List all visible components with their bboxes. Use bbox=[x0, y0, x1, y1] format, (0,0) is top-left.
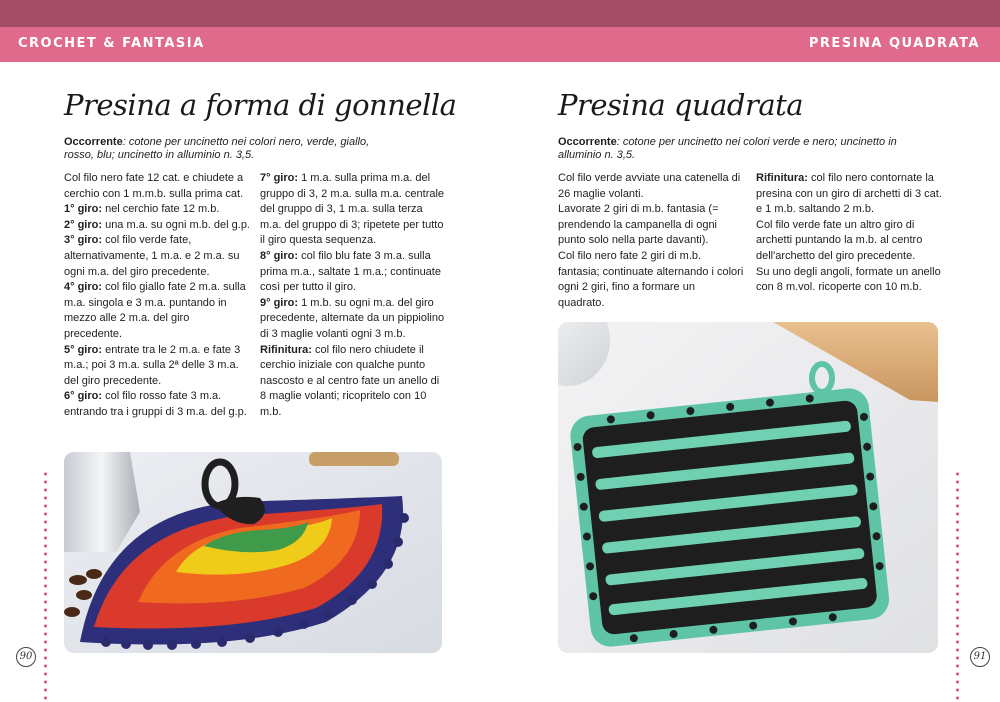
occorrente-text: : cotone per uncinetto nei colori nero, verde, giallo, rosso, blu; uncinetto in alluminio n. 3,5. bbox=[64, 136, 370, 161]
occorrente-label: Occorrente bbox=[558, 136, 617, 148]
instruction-label: Rifinitura: bbox=[260, 343, 312, 356]
instruction-text: Col filo nero fate 12 cat. e chiudete a cerchio con 1 m.m.b. sulla prima cat. bbox=[64, 172, 244, 200]
instruction-text: col filo giallo fate 2 m.a. sulla m.a. singola e 3 m.a. puntando in mezzo alle 2 m.a. del giro precedente. bbox=[64, 281, 246, 340]
top-band bbox=[0, 0, 1000, 27]
left-occorrente bbox=[64, 136, 394, 162]
instruction-paragraph bbox=[558, 202, 744, 249]
instruction-text: Su uno degli angoli, formate un anello con 8 m.vol. ricoperte con 10 m.b. bbox=[756, 265, 941, 294]
instruction-label: Rifinitura: bbox=[756, 172, 808, 184]
instruction-paragraph bbox=[756, 171, 942, 218]
instruction-text: una m.a. su ogni m.b. del g.p. bbox=[102, 218, 250, 231]
instruction-text: col filo nero contornate la presina con un giro di archetti di 3 cat. e 1 m.b. saltando 2 m.b. bbox=[756, 172, 942, 216]
right-column-2 bbox=[756, 171, 942, 296]
instruction-paragraph bbox=[260, 296, 446, 343]
right-occorrente bbox=[558, 136, 938, 162]
instruction-label: 7° giro: bbox=[260, 172, 299, 184]
instruction-paragraph bbox=[756, 265, 942, 296]
instruction-label: 9° giro: bbox=[260, 296, 299, 309]
left-column-1 bbox=[64, 171, 250, 421]
square-potholder-photo bbox=[558, 322, 938, 653]
instruction-text: Col filo verde avviate una catenella di 26 maglie volanti. bbox=[558, 172, 741, 200]
instruction-text: col filo blu fate 3 m.a. sulla prima m.a., saltate 1 m.a.; continuate così per tutto il giro. bbox=[260, 249, 441, 294]
skirt-potholder-photo bbox=[64, 452, 442, 653]
instruction-text: col filo rosso fate 3 m.a. entrando tra i gruppi di 3 m.a. del g.p. bbox=[64, 390, 247, 418]
header-bar bbox=[0, 27, 1000, 62]
right-page-title: Presina quadrata bbox=[558, 88, 804, 122]
instruction-paragraph bbox=[64, 389, 250, 420]
instruction-paragraph bbox=[260, 343, 446, 421]
instruction-label: 1° giro: bbox=[64, 203, 103, 216]
dotted-border-right bbox=[956, 470, 959, 702]
instruction-paragraph bbox=[64, 343, 250, 390]
instruction-text: Col filo verde fate un altro giro di archetti puntando la m.b. al centro dell'archetto del giro precedente. bbox=[756, 218, 923, 262]
instruction-text: 1 m.b. su ogni m.a. del giro precedente, alternate da un pippiolino di 3 maglie volanti ogni 3 m.b. bbox=[260, 296, 445, 340]
page-number-right: 91 bbox=[970, 647, 990, 667]
page-number-left: 90 bbox=[16, 647, 36, 667]
instruction-text: 1 m.a. sulla prima m.a. del gruppo di 3, 2 m.a. sulla m.a. centrale del gruppo di 3, 1 m.a. sulla terza m.a. del gruppo di 3; ripetete per tutto il giro questa sequenza. bbox=[260, 172, 445, 247]
instruction-paragraph bbox=[260, 249, 446, 296]
instruction-label: 6° giro: bbox=[64, 390, 103, 403]
instruction-text: Lavorate 2 giri di m.b. fantasia (= prendendo la campanella di ogni punto solo nella parte davanti). bbox=[558, 203, 719, 247]
instruction-paragraph bbox=[64, 171, 250, 202]
instruction-paragraph bbox=[260, 171, 446, 249]
right-column-1 bbox=[558, 171, 744, 311]
instruction-paragraph bbox=[64, 218, 250, 234]
left-column-2 bbox=[260, 171, 446, 421]
instruction-paragraph bbox=[558, 171, 744, 202]
occorrente-label: Occorrente bbox=[64, 136, 123, 148]
instruction-paragraph bbox=[64, 202, 250, 218]
section-title: CROCHET & FANTASIA bbox=[18, 36, 205, 51]
instruction-text: Col filo nero fate 2 giri di m.b. fantasia; continuate alternando i colori ogni 2 giri, fino a formare un quadrato. bbox=[558, 249, 744, 309]
dotted-border-left bbox=[44, 470, 47, 702]
instruction-label: 2° giro: bbox=[64, 218, 103, 231]
occorrente-text: : cotone per uncinetto nei colori verde e nero; uncinetto in alluminio n. 3,5. bbox=[558, 136, 897, 161]
instruction-text: col filo verde fate, alternativamente, 1 m.a. e 2 m.a. su ogni m.a. del giro precedente. bbox=[64, 234, 240, 278]
instruction-label: 8° giro: bbox=[260, 249, 299, 262]
instruction-paragraph bbox=[756, 218, 942, 265]
left-page-title: Presina a forma di gonnella bbox=[64, 88, 457, 122]
chapter-title: PRESINA QUADRATA bbox=[808, 36, 980, 51]
instruction-paragraph bbox=[64, 280, 250, 342]
instruction-text: col filo nero chiudete il cerchio iniziale con qualche punto nascosto e al centro fate un anello di 8 maglie volanti; ricopritelo con 10 m.b. bbox=[260, 343, 440, 418]
instruction-paragraph bbox=[64, 233, 250, 280]
instruction-text: nel cerchio fate 12 m.b. bbox=[102, 203, 220, 216]
instruction-label: 4° giro: bbox=[64, 281, 103, 294]
instruction-paragraph bbox=[558, 249, 744, 311]
instruction-label: 5° giro: bbox=[64, 343, 103, 356]
instruction-text: entrate tra le 2 m.a. e fate 3 m.a.; poi 3 m.a. sulla 2ª delle 3 m.a. del giro precedente. bbox=[64, 343, 241, 387]
instruction-label: 3° giro: bbox=[64, 234, 103, 247]
